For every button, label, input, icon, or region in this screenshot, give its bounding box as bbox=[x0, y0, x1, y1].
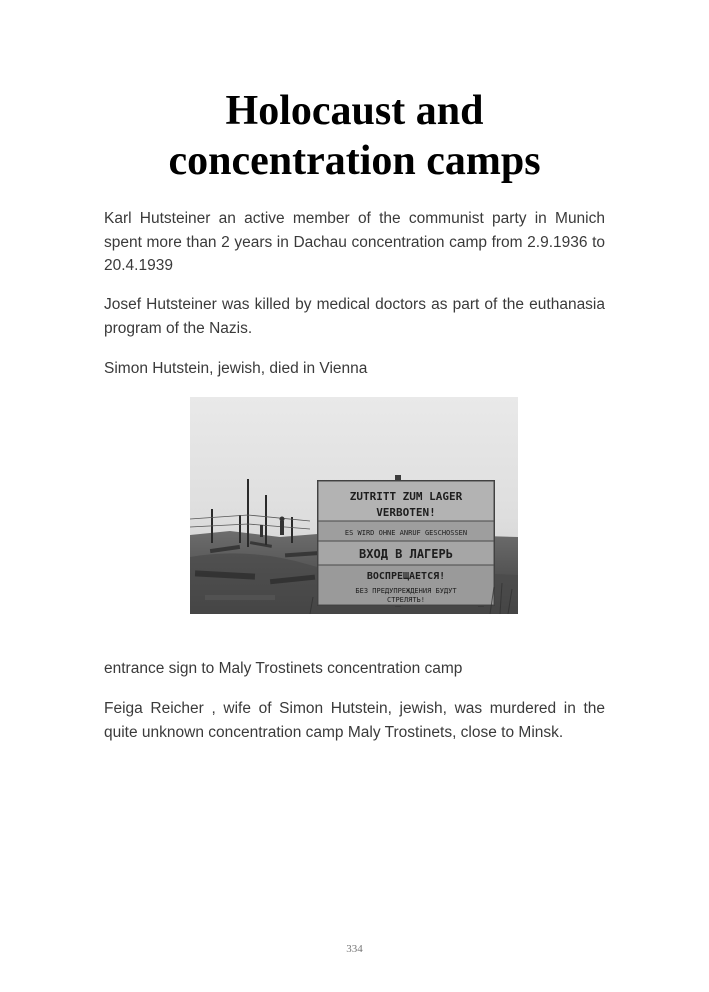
sign-line-5: ВОСПРЕЩАЕТСЯ! bbox=[366, 571, 446, 582]
photo-caption: entrance sign to Maly Trostinets concentration camp bbox=[104, 660, 463, 677]
sign-line-4: ВХОД В ЛАГЕРЬ bbox=[359, 547, 453, 561]
camp-entrance-photo bbox=[190, 397, 518, 614]
page-title-line-1: Holocaust and bbox=[225, 88, 484, 134]
page-title bbox=[104, 86, 605, 186]
sign-line-6: БЕЗ ПРЕДУПРЕЖДЕНИЯ БУДУТ bbox=[355, 587, 457, 595]
sign-line-7: СТРЕЛЯТЬ! bbox=[387, 596, 425, 604]
sign-line-1: ZUTRITT ZUM LAGER bbox=[349, 490, 463, 503]
paragraph-simon-hutstein: Simon Hutstein, jewish, died in Vienna bbox=[104, 360, 368, 377]
page-number: 334 bbox=[346, 943, 363, 955]
sign-line-3: ES WIRD OHNE ANRUF GESCHOSSEN bbox=[344, 529, 468, 537]
paragraph-josef-hutsteiner: Josef Hutsteiner was killed by medical doctors as part of the euthanasia program of the Nazis. bbox=[104, 296, 605, 337]
sign-line-2: VERBOTEN! bbox=[376, 506, 436, 519]
paragraph-feiga-reicher: Feiga Reicher , wife of Simon Hutstein, jewish, was murdered in the quite unknown concentration camp Maly Trostinets, close to Minsk. bbox=[104, 700, 605, 741]
page-title-line-2: concentration camps bbox=[168, 138, 541, 184]
paragraph-karl-hutsteiner: Karl Hutsteiner an active member of the communist party in Munich spent more than 2 years in Dachau concentration camp from 2.9.1936 to 20.4.1939 bbox=[104, 210, 605, 274]
